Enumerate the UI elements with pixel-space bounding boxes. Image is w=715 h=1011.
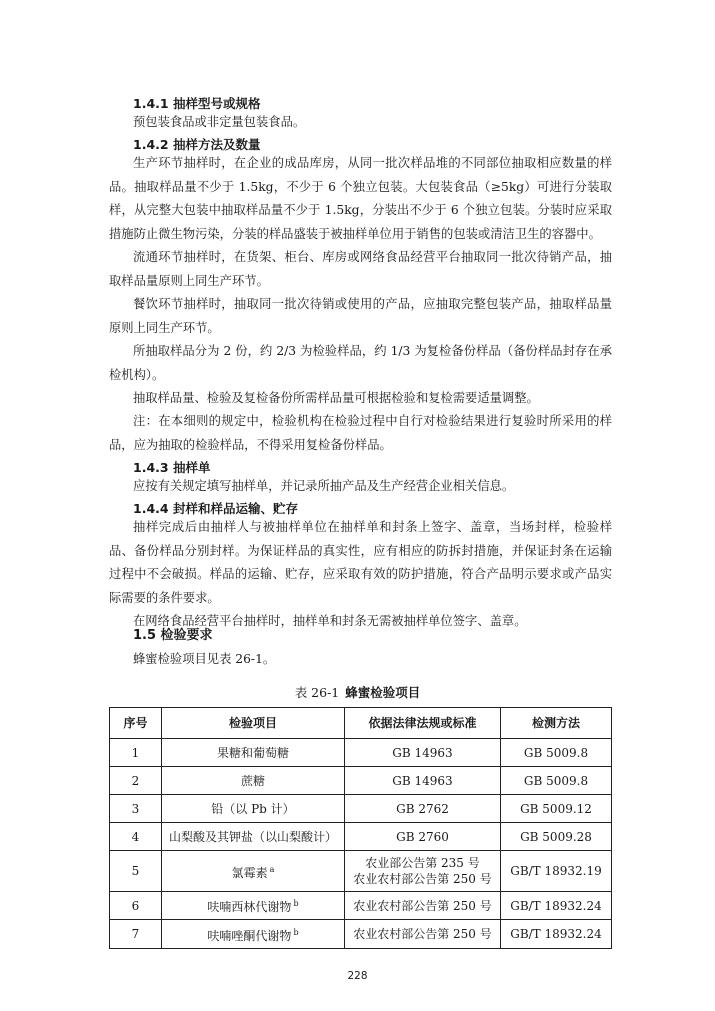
section-1-4-1-text: 预包装食品或非定量包装食品。 — [133, 115, 306, 129]
row-no: 1 — [110, 739, 162, 767]
row-basis: GB 2762 — [345, 795, 501, 823]
row-item: 果糖和葡萄糖 — [162, 739, 345, 767]
row-item: 呋喃唑酮代谢物 $^b$ — [162, 920, 345, 949]
section-1-4-2-paragraph-2: 流通环节抽样时，在货架、柜台、库房或网络食品经营平台抽取同一批次待销产品，抽取样品量原则上同生产环节。 — [109, 250, 612, 288]
section-1-4-3-text: 应按有关规定填写抽样单，并记录所抽产品及生产经营企业相关信息。 — [133, 479, 515, 493]
row-item: 铅（以 Pb 计） — [162, 795, 345, 823]
row-method: GB 5009.8 — [501, 739, 612, 767]
row-basis — [345, 851, 501, 892]
row-no: 7 — [110, 920, 162, 949]
row-item: 蔗糖 — [162, 767, 345, 795]
section-1-4-1-heading: 1.4.1 抽样型号或规格 — [133, 96, 261, 111]
section-1-4-2-paragraph-4: 所抽取样品分为 2 份，约 2/3 为检验样品，约 1/3 为复检备份样品（备份样品封存在承检机构）。 — [109, 344, 612, 382]
row-no: 3 — [110, 795, 162, 823]
row-basis-line-2: 农业农村部公告第 250 号 — [353, 872, 492, 886]
section-1-4-2-note: 注：在本细则的规定中，检验机构在检验过程中自行对检验结果进行复验时所采用的样品，应为抽取的检验样品，不得采用复检备份样品。 — [109, 414, 612, 452]
section-1-4-2-paragraph-3: 餐饮环节抽样时，抽取同一批次待销或使用的产品，应抽取完整包装产品，抽取样品量原则上同生产环节。 — [109, 297, 612, 335]
table-row — [110, 892, 612, 920]
section-1-4-4-heading: 1.4.4 封样和样品运输、贮存 — [133, 501, 298, 516]
row-item: 山梨酸及其钾盐（以山梨酸计） — [162, 823, 345, 851]
header-basis: 依据法律法规或标准 — [345, 708, 501, 739]
footnote-marker: a — [269, 864, 275, 874]
row-method: GB/T 18932.24 — [501, 920, 612, 949]
section-1-4-4-paragraph-1: 抽样完成后由抽样人与被抽样单位在抽样单和封条上签字、盖章，当场封样，检验样品、备份样品分别封样。为保证样品的真实性，应有相应的防拆封措施，并保证封条在运输过程中不会破损。样品的运输、贮存，应采取有效的防护措施，符合产品明示要求或产品实际需要的条件要求。 — [109, 520, 612, 605]
row-no: 2 — [110, 767, 162, 795]
row-method: GB 5009.12 — [501, 795, 612, 823]
section-1-4-2-heading: 1.4.2 抽样方法及数量 — [133, 137, 261, 152]
table-caption-number: 表 26-1 — [294, 685, 340, 700]
table-row — [110, 795, 612, 823]
table-header-row — [110, 708, 612, 739]
footnote-marker: b — [293, 927, 299, 937]
row-item: 呋喃西林代谢物 $^b$ — [162, 892, 345, 920]
footnote-marker: b — [293, 899, 299, 908]
page-number: 228 — [347, 970, 368, 982]
table-row — [110, 767, 612, 795]
section-1-5-text: 蜂蜜检验项目见表 26-1。 — [133, 652, 276, 666]
header-method: 检测方法 — [501, 708, 612, 739]
row-item: 氯霉素 $^a$ — [162, 851, 345, 892]
section-1-4-4-paragraph-2: 在网络食品经营平台抽样时，抽样单和封条无需被抽样单位签字、盖章。 — [133, 614, 527, 628]
table-caption-title: 蜂蜜检验项目 — [345, 685, 421, 700]
table-row — [110, 823, 612, 851]
section-1-5-heading: 1.5 检验要求 — [133, 628, 213, 643]
header-item: 检验项目 — [162, 708, 345, 739]
row-basis: GB 2760 — [345, 823, 501, 851]
row-no: 5 — [110, 851, 162, 892]
table-caption — [0, 683, 715, 701]
header-no: 序号 — [110, 708, 162, 739]
row-method: GB 5009.28 — [501, 823, 612, 851]
row-no: 4 — [110, 823, 162, 851]
table-row — [110, 739, 612, 767]
section-1-4-3-heading: 1.4.3 抽样单 — [133, 460, 211, 475]
row-method: GB/T 18932.19 — [501, 851, 612, 892]
row-no: 6 — [110, 892, 162, 920]
row-basis-line-1: 农业部公告第 235 号 — [365, 856, 480, 870]
table-row — [110, 920, 612, 949]
row-method: GB 5009.8 — [501, 767, 612, 795]
section-1-4-2-paragraph-1: 生产环节抽样时，在企业的成品库房，从同一批次样品堆的不同部位抽取相应数量的样品。抽取样品量不少于 1.5kg，不少于 6 个独立包装。大包装食品（≥5kg）可进行分装取样，从完整大包装中抽取样品量不少于 1.5kg，分装出不少于 6 个独立包装。分装时应采取措施防止微生物污染，分装的样品盛装于被抽样单位用于销售的包装或清洁卫生的容器中。 — [109, 156, 612, 241]
row-method: GB/T 18932.24 — [501, 892, 612, 920]
row-basis: GB 14963 — [345, 767, 501, 795]
table-row — [110, 851, 612, 892]
section-1-4-2-paragraph-5: 抽取样品量、检验及复检备份所需样品量可根据检验和复检需要适量调整。 — [133, 391, 539, 405]
row-basis: 农业农村部公告第 250 号 — [345, 920, 501, 949]
row-basis: 农业农村部公告第 250 号 — [345, 892, 501, 920]
inspection-items-table — [109, 707, 612, 949]
row-basis: GB 14963 — [345, 739, 501, 767]
